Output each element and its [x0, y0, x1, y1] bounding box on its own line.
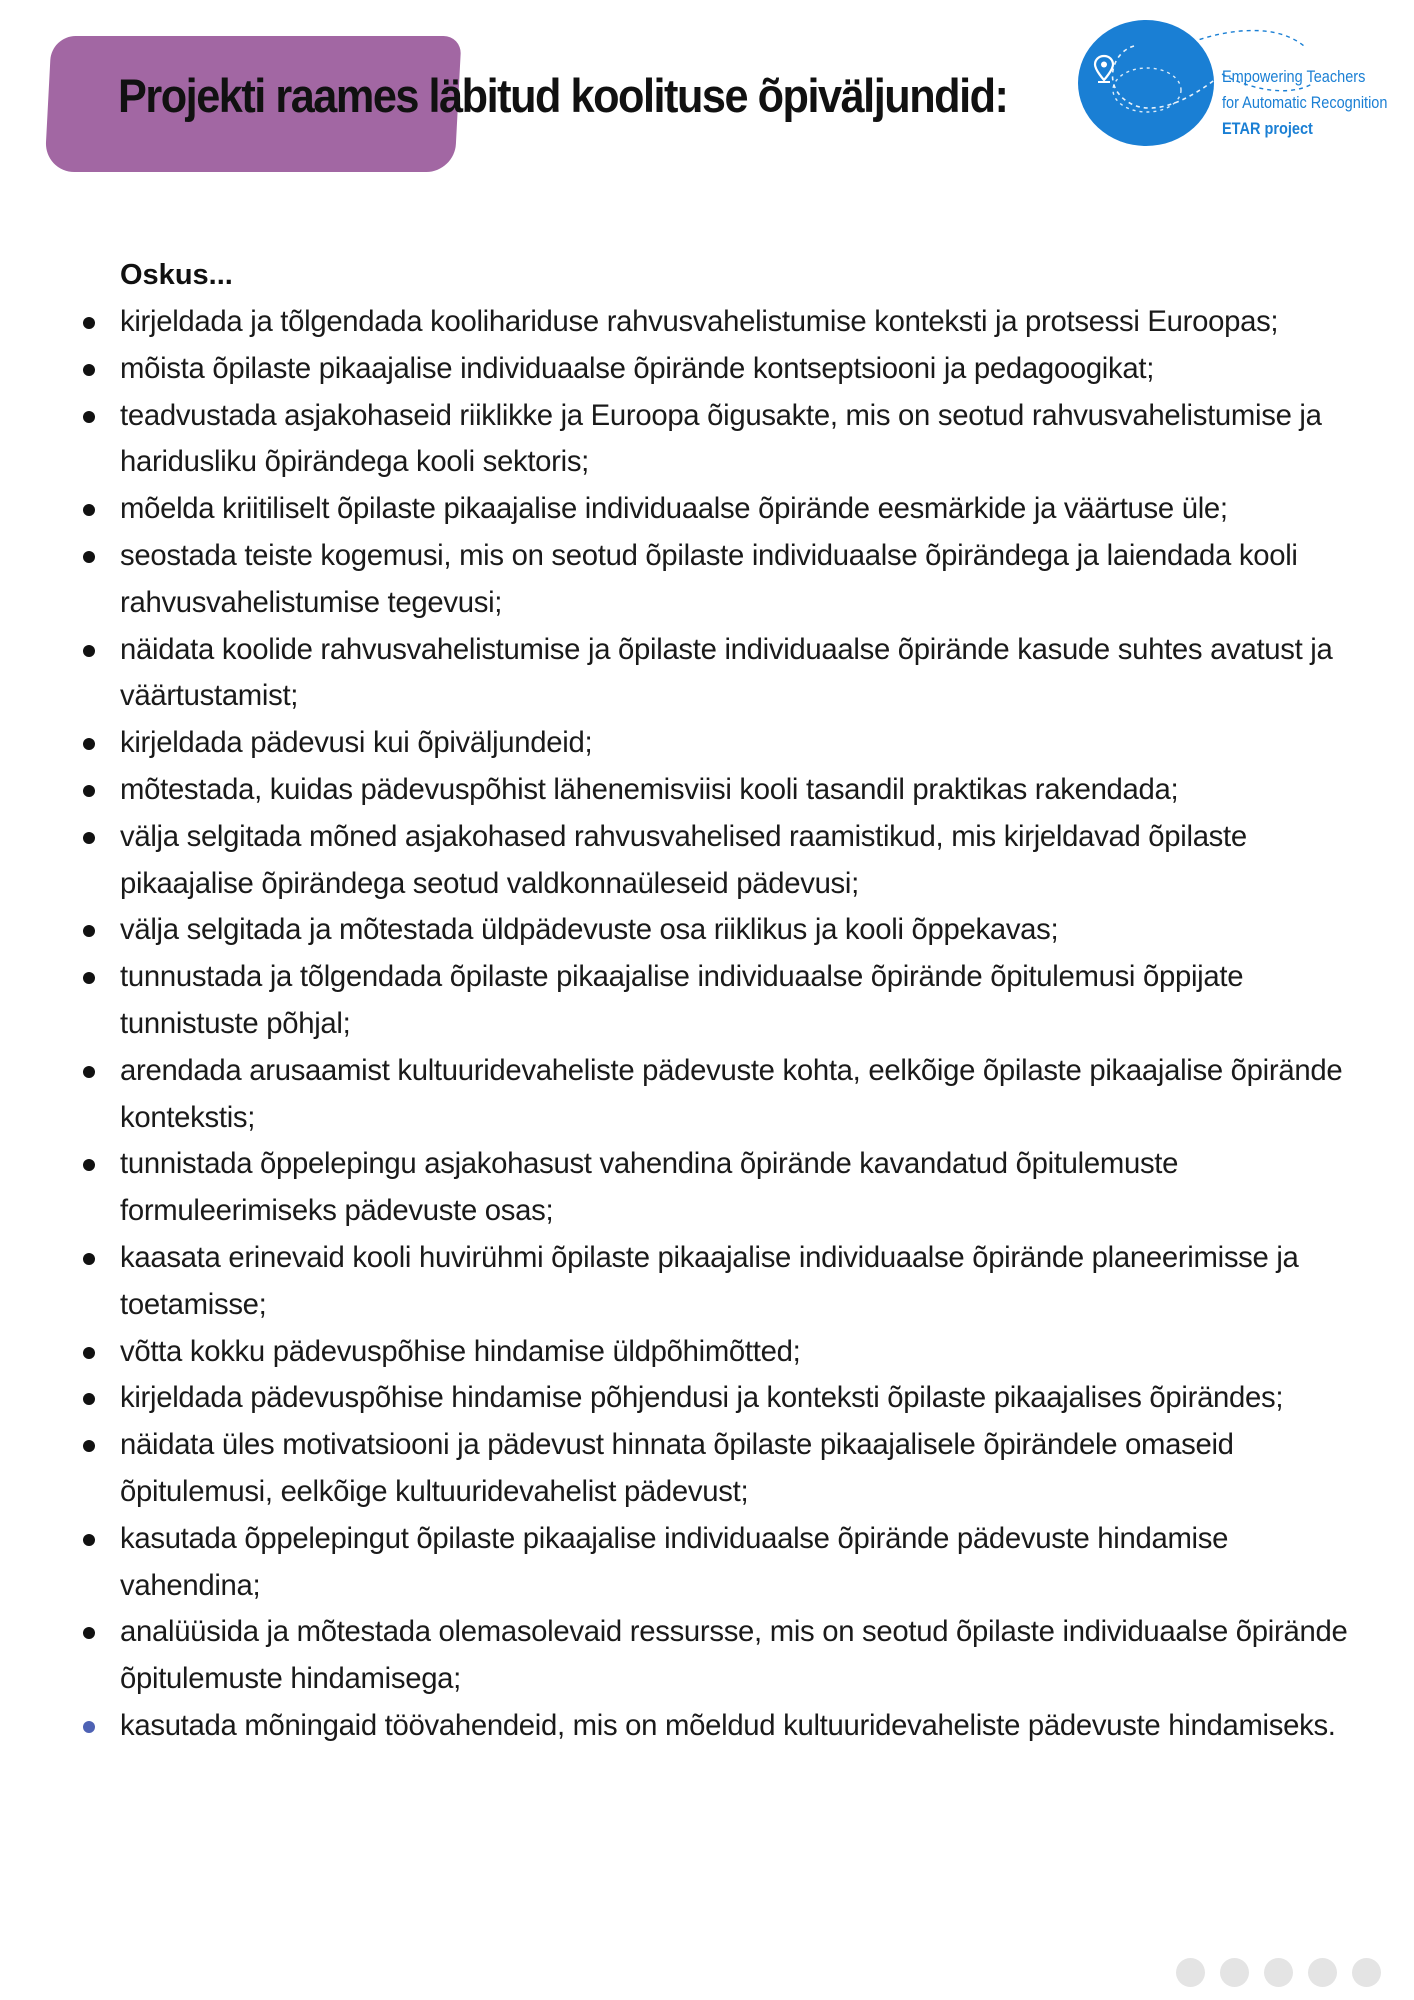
outcomes-lead: Oskus... [120, 259, 233, 291]
bullet-icon [83, 317, 95, 329]
page-dot[interactable] [1308, 1958, 1337, 1987]
outcome-item [0, 1329, 1414, 1376]
bullet-icon [83, 1534, 95, 1546]
outcome-item [0, 1703, 1414, 1750]
bullet-icon [83, 785, 95, 797]
outcome-text: kaasata erinevaid kooli huvirühmi õpilaste pikaajalise individuaalse õpirände planeerimisse ja toetamisse; [120, 1240, 1299, 1321]
logo-text [1222, 64, 1387, 142]
bullet-icon [83, 832, 95, 844]
outcome-text: kirjeldada pädevusi kui õpiväljundeid; [120, 726, 593, 760]
bullet-icon [83, 972, 95, 984]
outcome-item [0, 627, 1414, 721]
outcome-item [0, 299, 1414, 346]
bullet-icon [83, 551, 95, 563]
outcome-text: mõelda kriitiliselt õpilaste pikaajalise individuaalse õpirände eesmärkide ja väärtuse üle; [120, 492, 1228, 526]
outcome-item [0, 1235, 1414, 1329]
outcome-text: tunnustada ja tõlgendada õpilaste pikaajalise individuaalse õpirände õpitulemusi õppijate tunnistuste põhjal; [120, 960, 1244, 1040]
outcome-text: võtta kokku pädevuspõhise hindamise üldpõhimõtted; [120, 1334, 801, 1368]
outcome-item [0, 1048, 1414, 1142]
etar-logo [1072, 16, 1402, 146]
bullet-icon [83, 645, 95, 657]
outcome-text: välja selgitada mõned asjakohased rahvusvahelised raamistikud, mis kirjeldavad õpilaste pikaajalise õpirändega seotud valdkonnaüleseid pädevusi; [120, 819, 1247, 900]
logo-line-1: Empowering Teachers [1222, 68, 1366, 86]
outcome-text: kasutada mõningaid töövahendeid, mis on mõeldud kultuuridevaheliste pädevuste hindamiseks. [120, 1708, 1336, 1742]
outcome-text: kirjeldada ja tõlgendada koolihariduse rahvusvahelistumise konteksti ja protsessi Euroopas; [120, 305, 1279, 338]
bullet-icon [83, 925, 95, 937]
outcome-text: seostada teiste kogemusi, mis on seotud õpilaste individuaalse õpirändega ja laiendada kooli rahvusvahelistumise tegevusi; [120, 538, 1298, 619]
outcome-item [0, 814, 1414, 908]
outcome-text: analüüsida ja mõtestada olemasolevaid ressursse, mis on seotud õpilaste individuaalse õpirände õpitulemuste hindamisega; [120, 1615, 1348, 1696]
map-pin-icon [1092, 54, 1116, 84]
outcome-text: välja selgitada ja mõtestada üldpädevuste osa riiklikus ja kooli õppekavas; [120, 913, 1059, 947]
page-dot[interactable] [1220, 1958, 1249, 1987]
outcome-item [0, 1422, 1414, 1516]
bullet-icon [83, 1253, 95, 1265]
outcome-item [0, 393, 1414, 487]
outcomes-list [0, 299, 1414, 1750]
outcome-item [0, 954, 1414, 1048]
page-indicator [1176, 1958, 1381, 1987]
bullet-icon [83, 411, 95, 423]
outcome-text: tunnistada õppelepingu asjakohasust vahendina õpirände kavandatud õpitulemuste formuleerimiseks pädevuste osas; [120, 1147, 1179, 1228]
outcome-text: arendada arusaamist kultuuridevaheliste pädevuste kohta, eelkõige õpilaste pikaajalise õpirände kontekstis; [120, 1053, 1343, 1134]
bullet-icon [83, 1066, 95, 1078]
bullet-icon [83, 1393, 95, 1405]
outcome-item [0, 907, 1414, 954]
page-dot[interactable] [1176, 1958, 1205, 1987]
bullet-icon [83, 1627, 95, 1639]
outcome-text: kirjeldada pädevuspõhise hindamise põhjendusi ja konteksti õpilaste pikaajalises õpirändes; [120, 1381, 1284, 1415]
outcome-item [0, 1516, 1414, 1610]
outcome-text: teadvustada asjakohaseid riiklikke ja Euroopa õigusakte, mis on seotud rahvusvahelistumise ja haridusliku õpirändega kooli sektoris; [120, 398, 1322, 479]
outcome-item [0, 1375, 1414, 1422]
bullet-icon [83, 504, 95, 516]
bullet-icon [83, 364, 95, 376]
outcome-text: näidata üles motivatsiooni ja pädevust hinnata õpilaste pikaajalisele õpirändele omaseid õpitulemusi, eelkõige kultuuridevahelist pädevust; [120, 1428, 1234, 1508]
page-dot[interactable] [1264, 1958, 1293, 1987]
outcome-item [0, 486, 1414, 533]
logo-line-2: for Automatic Recognition [1222, 94, 1388, 112]
outcome-item [0, 1141, 1414, 1235]
page-title: Projekti raames läbitud koolituse õpiväljundid: [118, 69, 1008, 122]
outcome-text: mõista õpilaste pikaajalise individuaalse õpirände kontseptsiooni ja pedagoogikat; [120, 351, 1155, 385]
outcome-text: kasutada õppelepingut õpilaste pikaajalise individuaalse õpirände pädevuste hindamise vahendina; [120, 1521, 1229, 1602]
bullet-icon [83, 738, 95, 750]
outcome-text: näidata koolide rahvusvahelistumise ja õpilaste individuaalse õpirände kasude suhtes avatust ja väärtustamist; [120, 632, 1333, 713]
logo-line-3: ETAR project [1222, 120, 1313, 138]
page-dot[interactable] [1352, 1958, 1381, 1987]
outcome-item [0, 767, 1414, 814]
outcome-item [0, 533, 1414, 627]
outcome-item [0, 720, 1414, 767]
bullet-icon [83, 1440, 95, 1452]
bullet-icon [83, 1347, 95, 1359]
outcome-text: mõtestada, kuidas pädevuspõhist lähenemisviisi kooli tasandil praktikas rakendada; [120, 772, 1179, 806]
outcome-item [0, 1609, 1414, 1703]
bullet-icon [83, 1721, 95, 1733]
bullet-icon [83, 1159, 95, 1171]
outcome-item [0, 346, 1414, 393]
